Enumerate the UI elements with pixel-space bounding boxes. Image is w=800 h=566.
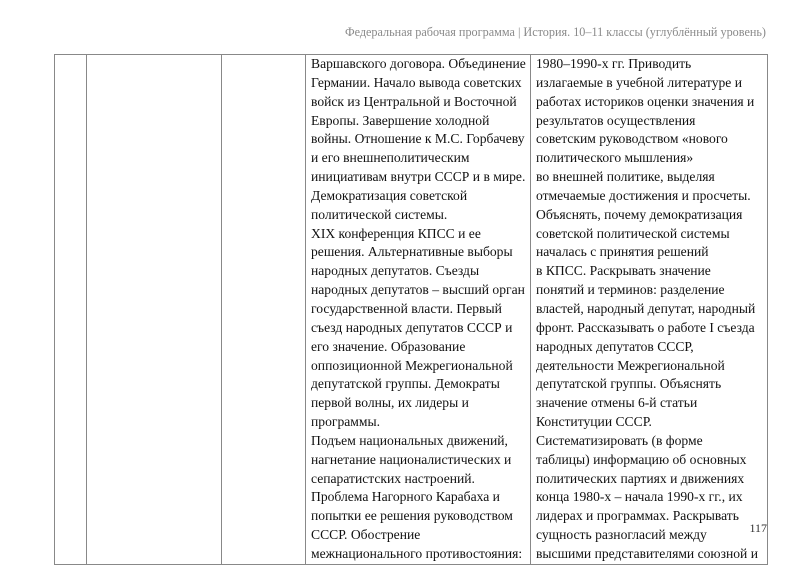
text-line: народных депутатов. Съезды bbox=[311, 263, 480, 279]
text-line: его значение. Образование bbox=[311, 338, 466, 354]
text-line: Варшавского договора. Объединение bbox=[311, 56, 526, 71]
text-line: излагаемые в учебной литературе и bbox=[536, 74, 742, 90]
text-line: войны. Отношение к М.С. Горбачеву bbox=[311, 131, 525, 147]
text-line: 1980–1990-х гг. Приводить bbox=[536, 56, 692, 71]
text-line: оппозиционной Межрегиональной bbox=[311, 357, 513, 373]
cell-hours bbox=[222, 55, 306, 565]
text-line: XIX конференция КПСС и ее bbox=[311, 225, 481, 241]
text-line: политического мышления» bbox=[536, 150, 694, 166]
text-line: значение отмены 6-й статьи bbox=[536, 395, 698, 411]
text-line: народных депутатов СССР, bbox=[536, 338, 694, 354]
text-line: межнационального противостояния: bbox=[311, 545, 523, 561]
text-line: сущность разногласий между bbox=[536, 527, 707, 543]
text-line: Германии. Начало вывода советских bbox=[311, 74, 522, 90]
text-line: высшими представителями союзной и bbox=[536, 545, 758, 561]
text-line: депутатской группы. Демократы bbox=[311, 376, 500, 392]
text-line: нагнетание националистических и bbox=[311, 451, 512, 467]
text-line: в КПСС. Раскрывать значение bbox=[536, 263, 711, 279]
text-line: сепаратистских настроений. bbox=[311, 470, 475, 486]
page-number: 117 bbox=[749, 521, 767, 535]
text-line: таблицы) информацию об основных bbox=[536, 451, 747, 467]
text-line: войск из Центральной и Восточной bbox=[311, 93, 517, 109]
cell-topic bbox=[87, 55, 222, 565]
text-line: депутатской группы. Объяснять bbox=[536, 376, 722, 392]
text-line: понятий и терминов: разделение bbox=[536, 282, 725, 298]
table-row bbox=[55, 55, 768, 565]
text-line: программы. bbox=[311, 414, 381, 430]
text-line: отмечаемые достижения и просчеты. bbox=[536, 187, 751, 203]
text-line: Демократизация советской bbox=[311, 187, 468, 203]
text-line: конца 1980-х – начала 1990-х гг., их bbox=[536, 489, 743, 505]
text-line: политических партиях и движениях bbox=[536, 470, 745, 486]
text-line: СССР. Обострение bbox=[311, 527, 421, 543]
cell-number bbox=[55, 55, 87, 565]
text-line: попытки ее решения руководством bbox=[311, 508, 513, 524]
text-line: Проблема Нагорного Карабаха и bbox=[311, 489, 500, 505]
cell-content bbox=[306, 55, 531, 565]
text-line: Европы. Завершение холодной bbox=[311, 112, 490, 128]
text-line: и его внешнеполитическим bbox=[311, 150, 470, 166]
text-line: советским руководством «нового bbox=[536, 131, 728, 147]
text-line: результатов осуществления bbox=[536, 112, 696, 128]
curriculum-table bbox=[54, 54, 768, 565]
text-line: фронт. Рассказывать о работе I съезда bbox=[536, 319, 755, 335]
text-line: советской политической системы bbox=[536, 225, 730, 241]
text-line: Систематизировать (в форме bbox=[536, 432, 703, 448]
text-line: инициативам внутри СССР и в мире. bbox=[311, 169, 526, 185]
text-line: властей, народный депутат, народный bbox=[536, 300, 756, 316]
text-line: во внешней политике, выделяя bbox=[536, 169, 715, 185]
text-line: народных депутатов – высший орган bbox=[311, 282, 525, 298]
text-line: государственной власти. Первый bbox=[311, 300, 502, 316]
text-line: съезд народных депутатов СССР и bbox=[311, 319, 513, 335]
running-header: Федеральная рабочая программа | История. 10–11 классы (углублённый уровень) bbox=[344, 25, 766, 39]
text-line: Подъем национальных движений, bbox=[311, 432, 508, 448]
text-line: решения. Альтернативные выборы bbox=[311, 244, 513, 260]
text-line: первой волны, их лидеры и bbox=[311, 395, 469, 411]
text-line: лидерах и программах. Раскрывать bbox=[536, 508, 739, 524]
text-line: работах историков оценки значения и bbox=[536, 93, 755, 109]
text-line: Конституции СССР. bbox=[536, 414, 652, 430]
text-line: Объяснять, почему демократизация bbox=[536, 206, 743, 222]
cell-activities bbox=[531, 55, 768, 565]
text-line: политической системы. bbox=[311, 206, 448, 222]
text-line: началась с принятия решений bbox=[536, 244, 709, 260]
text-line: деятельности Межрегиональной bbox=[536, 357, 725, 373]
